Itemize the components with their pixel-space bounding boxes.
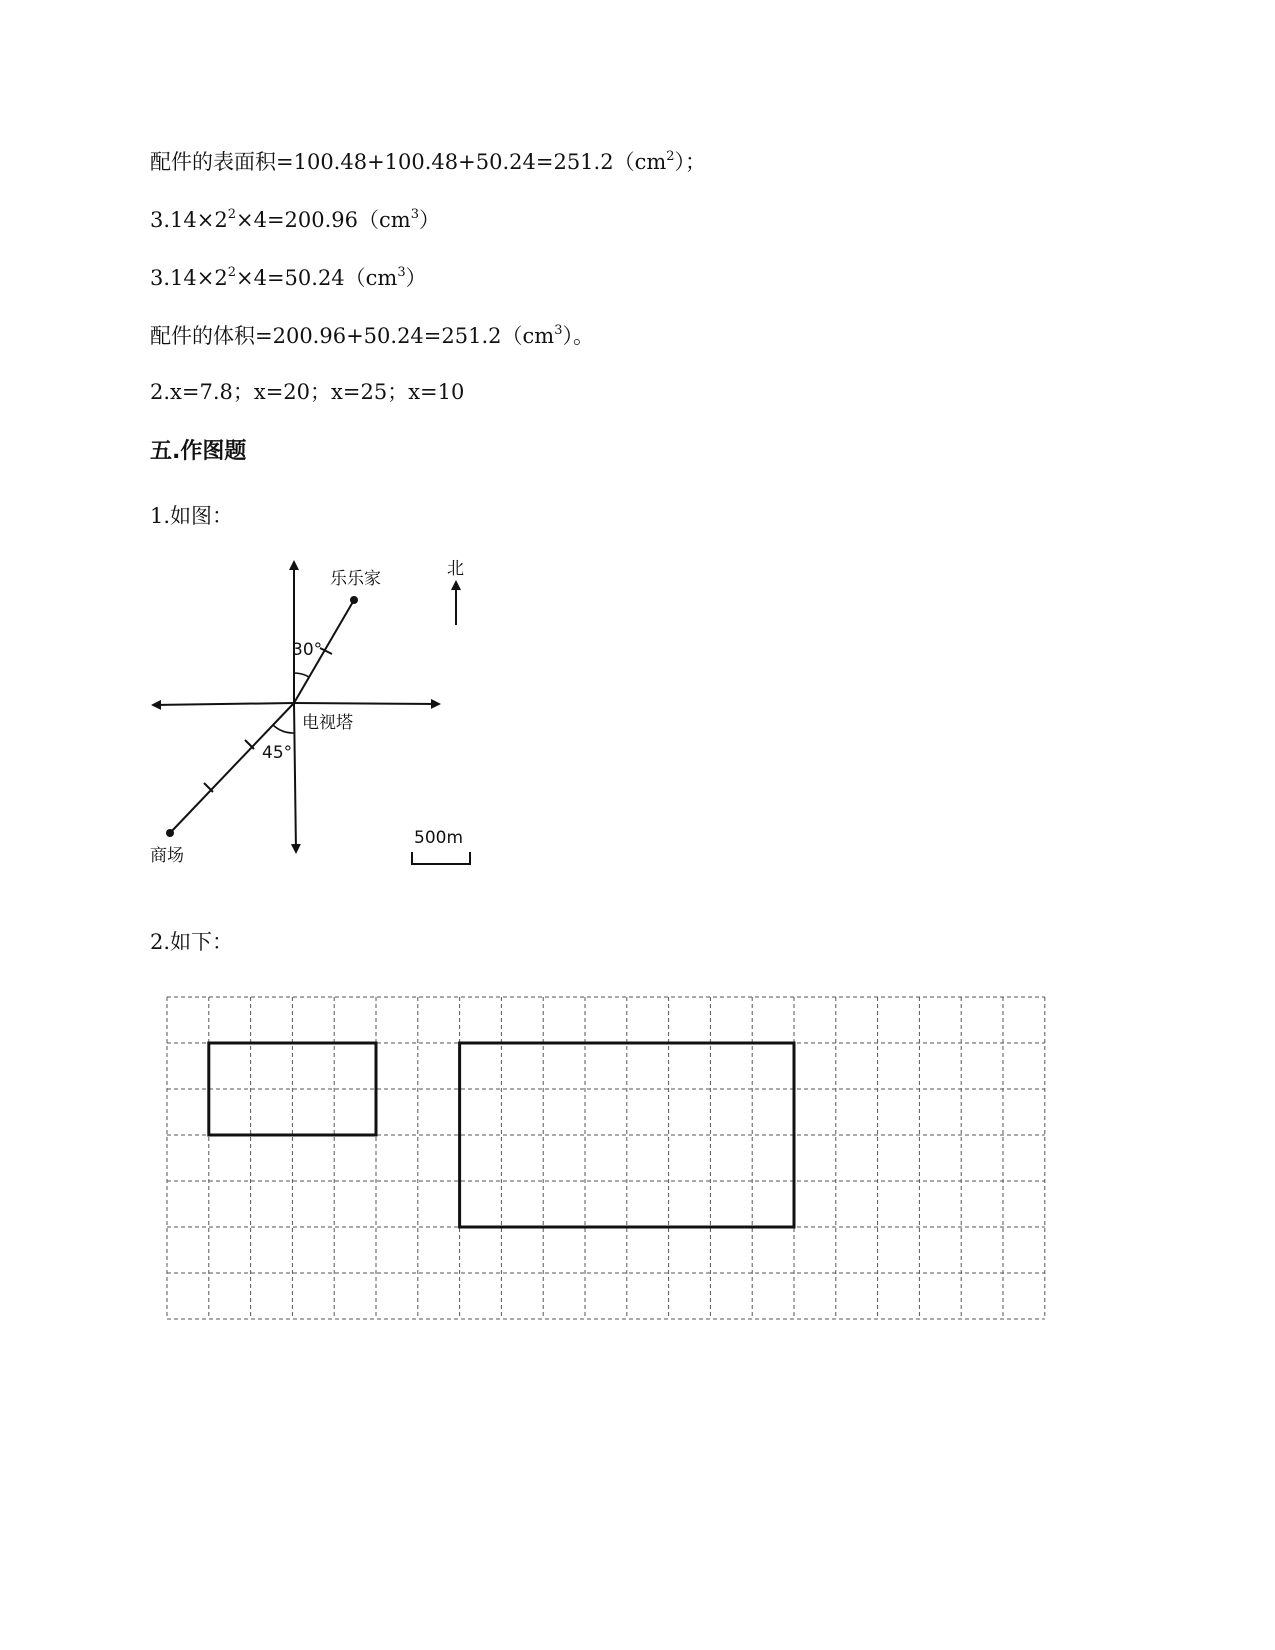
tower-label: 电视塔 — [302, 713, 353, 733]
section-heading: 五.作图题 — [150, 439, 247, 464]
drawing-grid — [165, 995, 1065, 1335]
volume-calc-line-1 — [150, 206, 440, 234]
exponent: 3 — [554, 323, 563, 338]
horizontal-axis-left — [153, 703, 294, 705]
tick-mark — [245, 740, 254, 749]
exponent: 2 — [666, 149, 675, 164]
direction-diagram — [150, 550, 490, 880]
line-to-mall — [170, 703, 294, 833]
surface-area-line — [150, 148, 706, 176]
volume-calc-2-close: ） — [405, 266, 427, 290]
volume-calc-line-2 — [150, 264, 427, 292]
question-1-label: 1.如图： — [150, 504, 234, 528]
home-point — [350, 596, 358, 604]
question-2-label: 2.如下： — [150, 930, 234, 954]
exponent: 2 — [227, 207, 236, 222]
volume-total-line — [150, 322, 594, 350]
exponent: 3 — [410, 207, 419, 222]
volume-calc-2-mid: ×4=50.24（cm — [236, 266, 398, 290]
exponent: 2 — [227, 265, 236, 280]
mall-point — [166, 829, 174, 837]
equation-answers-line: 2.x=7.8；x=20；x=25；x=10 — [150, 380, 465, 404]
angle-arc-bottom — [273, 725, 294, 733]
surface-area-close: ）； — [674, 150, 707, 174]
horizontal-axis-right — [294, 703, 439, 704]
mall-label: 商场 — [150, 846, 184, 866]
angle-bottom-label: 45° — [262, 743, 293, 763]
volume-calc-1-pre: 3.14×2 — [150, 208, 228, 232]
volume-calc-1-close: ） — [419, 208, 440, 232]
home-label: 乐乐家 — [330, 569, 381, 589]
north-label: 北 — [447, 559, 464, 579]
volume-total-close: ）。 — [562, 324, 594, 348]
surface-area-text: 配件的表面积=100.48+100.48+50.24=251.2（cm — [150, 150, 667, 174]
volume-calc-2-pre: 3.14×2 — [150, 266, 228, 290]
scale-label: 500m — [414, 828, 464, 848]
volume-calc-1-mid: ×4=200.96（cm — [236, 208, 411, 232]
scale-bar — [412, 852, 470, 864]
angle-arc-top — [294, 673, 309, 677]
volume-total-text: 配件的体积=200.96+50.24=251.2（cm — [150, 324, 555, 348]
vertical-axis-down — [294, 703, 296, 852]
tick-mark — [204, 783, 213, 792]
exponent: 3 — [397, 265, 406, 280]
angle-top-label: 30° — [292, 640, 323, 660]
